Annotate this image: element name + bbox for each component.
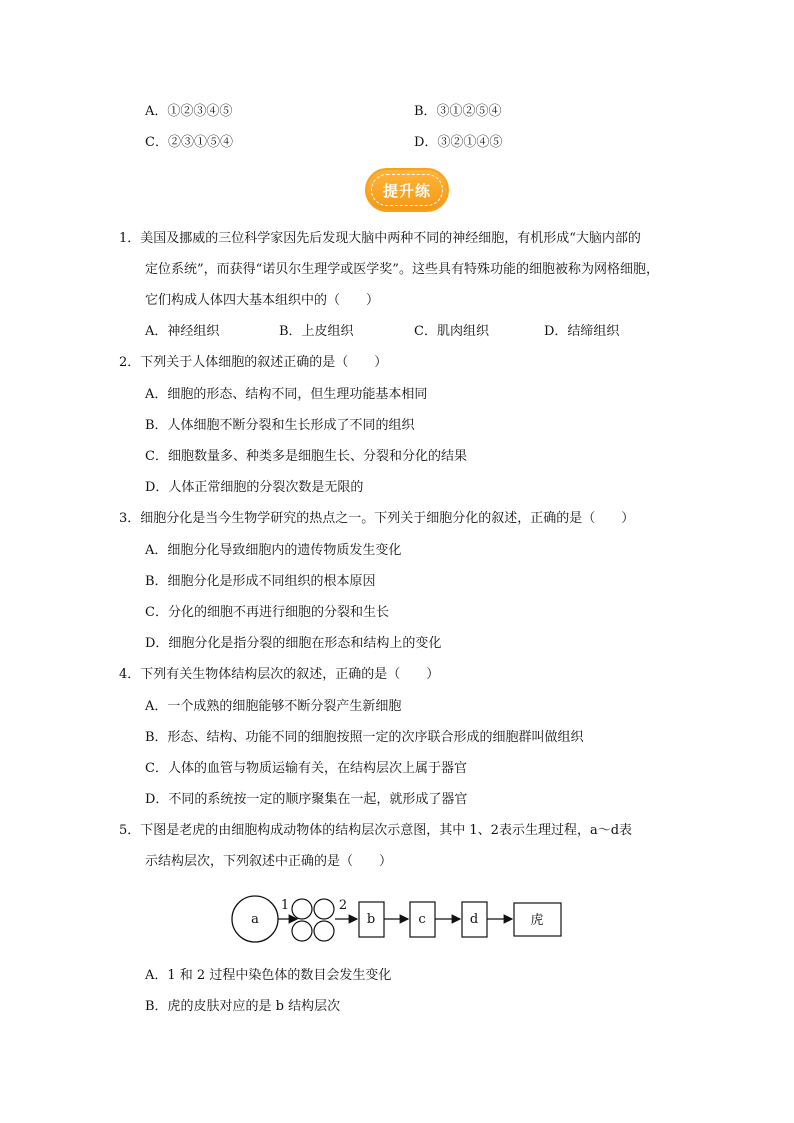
q1-stem-line-3: 它们构成人体四大基本组织中的（ ）: [145, 293, 380, 308]
q3-option-a: A．细胞分化导致细胞内的遗传物质发生变化: [145, 543, 402, 558]
q3-stem: 3．细胞分化是当今生物学研究的热点之一。下列关于细胞分化的叙述，正确的是（ ）: [119, 511, 635, 526]
q5-stem-line-2: 示结构层次，下列叙述中正确的是（ ）: [145, 854, 393, 869]
prev-option-d: D．③②①④⑤: [414, 135, 503, 150]
level-c-label: c: [418, 912, 426, 927]
level-b-label: b: [366, 912, 376, 927]
cell-a-label: a: [251, 912, 259, 927]
q4-option-a: A．一个成熟的细胞能够不断分裂产生新细胞: [145, 699, 402, 714]
divided-cell-icon: [292, 899, 312, 919]
prev-option-a: A．①②③④⑤: [145, 104, 233, 119]
q1-stem-line-1: 1．美国及挪威的三位科学家因先后发现大脑中两种不同的神经细胞，有机形成“大脑内部的: [119, 231, 641, 246]
q3-option-b: B．细胞分化是形成不同组织的根本原因: [145, 574, 376, 589]
q4-option-d: D．不同的系统按一定的顺序聚集在一起，就形成了器官: [145, 792, 468, 807]
q1-option-a: A．神经组织: [145, 324, 220, 339]
divided-cell-icon: [314, 899, 334, 919]
q2-option-c: C．细胞数量多、种类多是细胞生长、分裂和分化的结果: [145, 449, 467, 464]
process-2-label: 2: [338, 898, 348, 913]
prev-option-c: C．②③①⑤④: [145, 135, 233, 150]
q1-option-b: B．上皮组织: [279, 324, 354, 339]
q2-stem: 2．下列关于人体细胞的叙述正确的是（ ）: [119, 355, 388, 370]
tiger-label: 虎: [530, 913, 544, 928]
q5-stem-line-1: 5．下图是老虎的由细胞构成动物体的结构层次示意图，其中 1、2表示生理过程，a～d表: [119, 823, 633, 838]
q5-option-b: B．虎的皮肤对应的是 b 结构层次: [145, 999, 341, 1014]
q1-option-d: D．结缔组织: [544, 324, 620, 339]
divided-cell-icon: [292, 921, 312, 941]
q1-stem-line-2: 定位系统”，而获得“诺贝尔生理学或医学奖”。这些具有特殊功能的细胞被称为网格细胞，: [145, 262, 659, 277]
q2-option-d: D．人体正常细胞的分裂次数是无限的: [145, 480, 364, 495]
q4-stem: 4．下列有关生物体结构层次的叙述，正确的是（ ）: [119, 667, 440, 682]
q2-option-a: A．细胞的形态、结构不同，但生理功能基本相同: [145, 387, 428, 402]
q4-option-c: C．人体的血管与物质运输有关，在结构层次上属于器官: [145, 761, 467, 776]
q1-option-c: C．肌肉组织: [414, 324, 489, 339]
section-badge-label: 提升练: [382, 181, 431, 200]
process-1-label: 1: [280, 898, 290, 913]
divided-cell-icon: [314, 921, 334, 941]
level-d-label: d: [469, 912, 479, 927]
q2-option-b: B．人体细胞不断分裂和生长形成了不同的组织: [145, 418, 415, 433]
q4-option-b: B．形态、结构、功能不同的细胞按照一定的次序联合形成的细胞群叫做组织: [145, 730, 584, 745]
q5-option-a: A．1 和 2 过程中染色体的数目会发生变化: [145, 968, 392, 983]
q3-option-d: D．细胞分化是指分裂的细胞在形态和结构上的变化: [145, 636, 442, 651]
q3-option-c: C．分化的细胞不再进行细胞的分裂和生长: [145, 605, 389, 620]
prev-option-b: B．③①②⑤④: [414, 104, 502, 119]
